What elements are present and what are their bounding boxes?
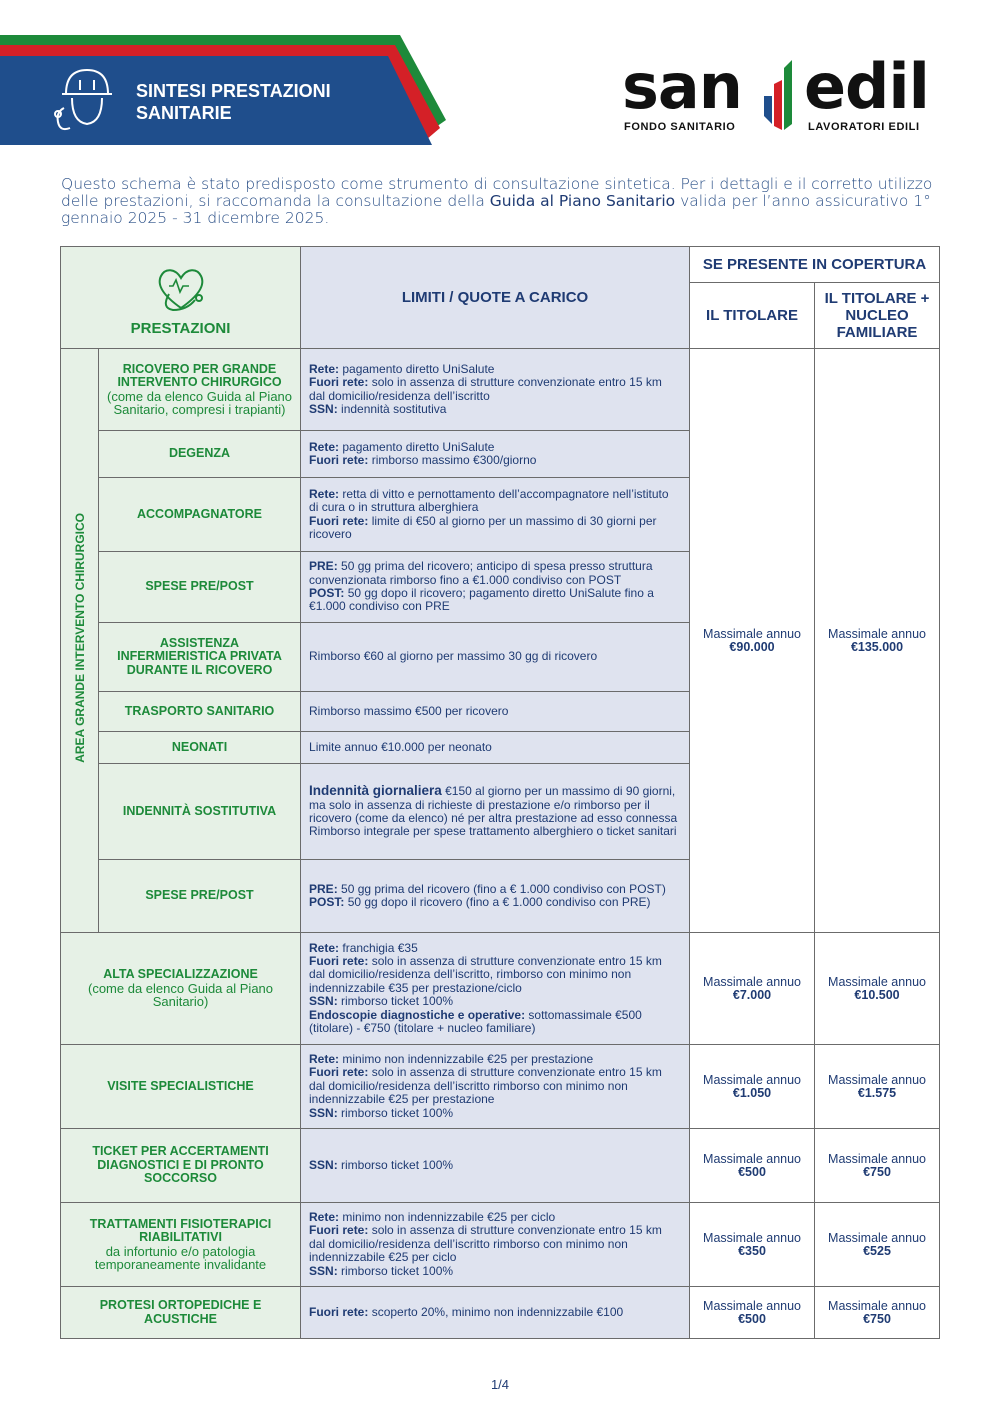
logo-sub-right: LAVORATORI EDILI bbox=[808, 121, 920, 133]
benefit-name: SPESE PRE/POST bbox=[145, 888, 254, 903]
benefit-name-cell bbox=[61, 1045, 301, 1129]
limit-key: Rete: bbox=[309, 1209, 340, 1224]
limit-text: 50 gg dopo il ricovero; pagamento diretto UniSalute fino a €1.000 condiviso con PRE bbox=[309, 586, 654, 614]
max-value: €750 bbox=[863, 1311, 891, 1326]
limit-text: €150 al giorno per un massimo di 90 giorni, ma solo in assenza di richieste di prestazione e/o rimborso per il ricovero (come da elenco) né per altra prestazione ad esso connessa bbox=[309, 784, 678, 825]
benefit-name: INDENNITÀ SOSTITUTIVA bbox=[122, 803, 277, 818]
limit-key: Endoscopie diagnostiche e operative: bbox=[309, 1007, 526, 1022]
benefit-name-cell bbox=[61, 1129, 301, 1203]
benefit-name: NEONATI bbox=[171, 739, 228, 754]
limit-key: SSN: bbox=[309, 1105, 338, 1120]
limit-text: minimo non indennizzabile €25 per ciclo bbox=[339, 1209, 556, 1224]
limit-key: PRE: bbox=[309, 559, 338, 574]
limit-key: Rete: bbox=[309, 940, 340, 955]
intro-text-2: valida per l’anno assicurativo 1° gennaio 2025 - 31 dicembre 2025. bbox=[61, 192, 931, 227]
limit-text: retta di vitto e pernottamento dell’accompagnatore nell’istituto di cura o in struttura alberghiera bbox=[309, 486, 669, 515]
limits-cell bbox=[301, 623, 690, 692]
limit-line bbox=[309, 560, 681, 587]
header-banner bbox=[0, 0, 460, 150]
sanedil-logo bbox=[622, 50, 942, 138]
limits-cell bbox=[301, 349, 690, 431]
limit-text: solo in assenza di strutture convenzionate entro 15 km dal domicilio/residenza dell’iscritto rimborso con minimo non indennizzabile €25 per ciclo bbox=[309, 1223, 662, 1265]
max-titolare-cell bbox=[690, 1287, 815, 1339]
limit-line bbox=[309, 650, 681, 663]
max-value: €1.575 bbox=[857, 1085, 897, 1100]
max-titolare-cell bbox=[690, 1203, 815, 1287]
header-prestazioni bbox=[61, 247, 301, 349]
benefit-name: SPESE PRE/POST bbox=[145, 579, 254, 594]
limit-key: POST: bbox=[309, 586, 345, 600]
table-row bbox=[61, 933, 940, 1045]
max-titolare-cell bbox=[690, 349, 815, 933]
limits-cell bbox=[301, 478, 690, 552]
banner-title bbox=[136, 80, 331, 124]
limit-line bbox=[309, 883, 681, 896]
page-number: 1/4 bbox=[490, 1377, 510, 1392]
header-copertura: SE PRESENTE IN COPERTURA bbox=[690, 247, 940, 283]
max-label: Massimale annuo bbox=[828, 1151, 926, 1166]
limit-line bbox=[309, 1053, 681, 1066]
limit-text: rimborso ticket 100% bbox=[337, 994, 454, 1009]
benefit-name: TICKET PER ACCERTAMENTI DIAGNOSTICI E DI PRONTO SOCCORSO bbox=[92, 1144, 269, 1186]
limit-key: Indennità giornaliera bbox=[309, 783, 442, 799]
benefit-name: PROTESI ORTOPEDICHE E ACUSTICHE bbox=[99, 1298, 262, 1326]
limit-text: rimborso massimo €300/giorno bbox=[368, 453, 537, 467]
limit-line bbox=[309, 896, 681, 909]
limit-line bbox=[309, 403, 681, 416]
benefit-name-cell bbox=[99, 860, 301, 933]
limit-text: rimborso ticket 100% bbox=[337, 1157, 454, 1172]
limit-line bbox=[309, 995, 681, 1008]
heart-stethoscope-icon bbox=[151, 264, 211, 316]
max-value: €1.050 bbox=[732, 1085, 772, 1100]
benefit-name-cell bbox=[99, 692, 301, 732]
limit-text: Rimborso massimo €500 per ricovero bbox=[309, 703, 509, 718]
header-limiti: LIMITI / QUOTE A CARICO bbox=[301, 247, 690, 349]
benefit-name: RICOVERO PER GRANDE INTERVENTO CHIRURGICO bbox=[117, 361, 282, 389]
table-row bbox=[61, 1129, 940, 1203]
banner-title-line2: SANITARIE bbox=[136, 103, 232, 123]
max-label: Massimale annuo bbox=[828, 974, 926, 989]
limit-line bbox=[309, 955, 681, 995]
max-value: €135.000 bbox=[850, 639, 904, 654]
limit-line bbox=[309, 1066, 681, 1106]
benefit-name: ACCOMPAGNATORE bbox=[137, 506, 262, 521]
limit-key: Fuori rete: bbox=[309, 453, 369, 467]
limit-text: minimo non indennizzabile €25 per prestazione bbox=[339, 1051, 594, 1066]
limit-key: SSN: bbox=[309, 994, 338, 1009]
max-nucleo-cell bbox=[815, 933, 940, 1045]
max-value: €10.500 bbox=[854, 987, 900, 1002]
limit-key: Rete: bbox=[309, 1051, 340, 1066]
header-titolare: IL TITOLARE bbox=[690, 283, 815, 349]
benefits-table bbox=[60, 246, 940, 1339]
limits-cell bbox=[301, 1203, 690, 1287]
benefit-name: DEGENZA bbox=[168, 446, 231, 461]
max-nucleo-cell bbox=[815, 1203, 940, 1287]
limit-line bbox=[309, 376, 681, 403]
benefit-name-cell bbox=[99, 623, 301, 692]
limit-text: scoperto 20%, minimo non indennizzabile €100 bbox=[368, 1304, 624, 1319]
limits-cell bbox=[301, 732, 690, 764]
intro-text-1: Questo schema è stato predisposto come strumento di consultazione sintetica. Per i dettagli e il corretto utilizzo delle prestazioni, si raccomanda la consultazione della bbox=[61, 175, 933, 210]
max-nucleo-cell bbox=[815, 1129, 940, 1203]
limit-key: Fuori rete: bbox=[309, 513, 369, 528]
table-row bbox=[61, 1045, 940, 1129]
limit-text: rimborso ticket 100% bbox=[337, 1263, 454, 1278]
limit-line bbox=[309, 441, 681, 454]
max-label: Massimale annuo bbox=[828, 1298, 926, 1313]
limits-cell bbox=[301, 552, 690, 623]
limit-line bbox=[309, 942, 681, 955]
max-label: Massimale annuo bbox=[828, 1230, 926, 1245]
max-label: Massimale annuo bbox=[703, 1298, 801, 1313]
table-row bbox=[61, 349, 940, 431]
limit-text: pagamento diretto UniSalute bbox=[339, 439, 495, 454]
intro-guide-link: Guida al Piano Sanitario bbox=[489, 192, 676, 210]
logo-flag-mark bbox=[760, 60, 800, 130]
limit-line bbox=[309, 825, 681, 838]
limits-cell bbox=[301, 692, 690, 732]
max-nucleo-cell bbox=[815, 1287, 940, 1339]
limit-line bbox=[309, 587, 681, 614]
limit-key: Fuori rete: bbox=[309, 375, 369, 390]
benefit-name-cell bbox=[99, 764, 301, 860]
max-nucleo-cell bbox=[815, 1045, 940, 1129]
max-label: Massimale annuo bbox=[703, 974, 801, 989]
limit-key: Fuori rete: bbox=[309, 1065, 369, 1080]
limit-text: franchigia €35 bbox=[339, 940, 418, 955]
limit-key: PRE: bbox=[309, 881, 338, 896]
limit-line bbox=[309, 1224, 681, 1264]
table-row bbox=[61, 1203, 940, 1287]
limits-cell bbox=[301, 764, 690, 860]
benefit-name: ALTA SPECIALIZZAZIONE bbox=[103, 967, 258, 982]
limit-line bbox=[309, 515, 681, 542]
max-titolare-cell bbox=[690, 1045, 815, 1129]
limit-line bbox=[309, 741, 681, 754]
benefit-name-cell bbox=[99, 478, 301, 552]
limit-line bbox=[309, 705, 681, 718]
limit-text: limite di €50 al giorno per un massimo di 30 giorni per ricovero bbox=[309, 513, 657, 541]
benefit-name-cell bbox=[99, 732, 301, 764]
max-value: €90.000 bbox=[729, 639, 775, 654]
limit-key: Rete: bbox=[309, 486, 340, 501]
limits-cell bbox=[301, 1287, 690, 1339]
max-label: Massimale annuo bbox=[703, 626, 801, 641]
limit-key: Fuori rete: bbox=[309, 1304, 369, 1319]
limit-key: Fuori rete: bbox=[309, 953, 369, 968]
max-label: Massimale annuo bbox=[703, 1072, 801, 1087]
logo-word-right: edil bbox=[804, 50, 929, 123]
limit-line bbox=[309, 1211, 681, 1224]
limit-key: Fuori rete: bbox=[309, 1223, 369, 1238]
intro-paragraph bbox=[61, 176, 941, 227]
limits-cell bbox=[301, 933, 690, 1045]
limit-text: sottomassimale €500 (titolare) - €750 (titolare + nucleo familiare) bbox=[309, 1007, 642, 1036]
logo-sub-left: FONDO SANITARIO bbox=[624, 121, 736, 133]
limit-text: solo in assenza di strutture convenzionate entro 15 km dal domicilio/residenza dell’iscritto bbox=[309, 375, 662, 403]
max-value: €500 bbox=[738, 1164, 766, 1179]
limit-text: indennità sostitutiva bbox=[337, 401, 447, 416]
benefit-subtitle: (come da elenco Guida al Piano Sanitario) bbox=[88, 980, 274, 1010]
limit-text: Rimborso €60 al giorno per massimo 30 gg di ricovero bbox=[309, 649, 598, 664]
header-prestazioni-label: PRESTAZIONI bbox=[130, 320, 231, 337]
benefit-name-cell bbox=[61, 1287, 301, 1339]
limit-key: POST: bbox=[309, 895, 345, 909]
limit-line bbox=[309, 488, 681, 515]
limit-text: 50 gg dopo il ricovero (fino a € 1.000 condiviso con PRE) bbox=[344, 895, 651, 909]
limit-line bbox=[309, 1009, 681, 1036]
limit-line bbox=[309, 1107, 681, 1120]
benefit-name: VISITE SPECIALISTICHE bbox=[107, 1078, 254, 1093]
benefit-name: TRATTAMENTI FISIOTERAPICI RIABILITATIVI bbox=[89, 1216, 272, 1244]
limit-key: Rete: bbox=[309, 439, 340, 454]
limit-line bbox=[309, 1159, 681, 1172]
limit-line bbox=[309, 363, 681, 376]
limits-cell bbox=[301, 431, 690, 478]
limit-text: Rimborso integrale per spese trattamento alberghiero o ticket sanitari bbox=[309, 824, 677, 839]
max-value: €750 bbox=[863, 1164, 891, 1179]
benefit-name: ASSISTENZA INFERMIERISTICA PRIVATA DURANTE IL RICOVERO bbox=[117, 635, 282, 677]
limit-text: solo in assenza di strutture convenzionate entro 15 km dal domicilio/residenza dell’iscritto rimborso con minimo non indennizzabile €25 per prestazione bbox=[309, 1065, 662, 1107]
max-titolare-cell bbox=[690, 933, 815, 1045]
limit-text: pagamento diretto UniSalute bbox=[339, 361, 495, 376]
limits-cell bbox=[301, 860, 690, 933]
max-titolare-cell bbox=[690, 1129, 815, 1203]
benefit-name: TRASPORTO SANITARIO bbox=[124, 703, 275, 718]
limits-cell bbox=[301, 1045, 690, 1129]
limit-line bbox=[309, 784, 681, 825]
limit-line bbox=[309, 1265, 681, 1278]
benefit-name-cell bbox=[61, 933, 301, 1045]
limit-text: rimborso ticket 100% bbox=[337, 1105, 454, 1120]
limit-line bbox=[309, 454, 681, 467]
benefit-subtitle: (come da elenco Guida al Piano Sanitario, compresi i trapianti) bbox=[107, 388, 293, 417]
max-label: Massimale annuo bbox=[828, 1072, 926, 1087]
limit-text: Limite annuo €10.000 per neonato bbox=[309, 739, 492, 754]
max-value: €525 bbox=[863, 1243, 891, 1258]
limit-text: 50 gg prima del ricovero; anticipo di spesa presso struttura convenzionata rimborso fino a €1.000 condiviso con POST bbox=[309, 559, 653, 587]
limits-cell bbox=[301, 1129, 690, 1203]
limit-key: Rete: bbox=[309, 361, 340, 376]
logo-word-left: san bbox=[622, 50, 742, 123]
limit-key: SSN: bbox=[309, 1263, 338, 1278]
max-value: €7.000 bbox=[732, 987, 772, 1002]
limit-line bbox=[309, 1306, 681, 1319]
table-row bbox=[61, 1287, 940, 1339]
max-value: €350 bbox=[738, 1243, 766, 1258]
benefit-name-cell bbox=[99, 431, 301, 478]
max-label: Massimale annuo bbox=[703, 1151, 801, 1166]
benefit-name-cell bbox=[99, 349, 301, 431]
benefit-name-cell bbox=[99, 552, 301, 623]
benefit-subtitle: da infortunio e/o patologia temporaneamente invalidante bbox=[94, 1243, 267, 1272]
header-nucleo: IL TITOLARE + NUCLEO FAMILIARE bbox=[815, 283, 940, 349]
max-label: Massimale annuo bbox=[828, 626, 926, 641]
max-nucleo-cell bbox=[815, 349, 940, 933]
limit-text: 50 gg prima del ricovero (fino a € 1.000 condiviso con POST) bbox=[337, 881, 666, 896]
area-label: AREA GRANDE INTERVENTO CHIRURGICO bbox=[72, 513, 87, 763]
max-label: Massimale annuo bbox=[703, 1230, 801, 1245]
limit-key: SSN: bbox=[309, 1157, 338, 1172]
banner-title-line1: SINTESI PRESTAZIONI bbox=[136, 81, 331, 101]
area-label-cell bbox=[61, 349, 99, 933]
limit-key: SSN: bbox=[309, 401, 338, 416]
benefit-name-cell bbox=[61, 1203, 301, 1287]
limit-text: solo in assenza di strutture convenzionate entro 15 km dal domicilio/residenza dell’iscritto, rimborso con minimo non indennizzabile €35 per prestazione/ciclo bbox=[309, 953, 662, 995]
max-value: €500 bbox=[738, 1311, 766, 1326]
